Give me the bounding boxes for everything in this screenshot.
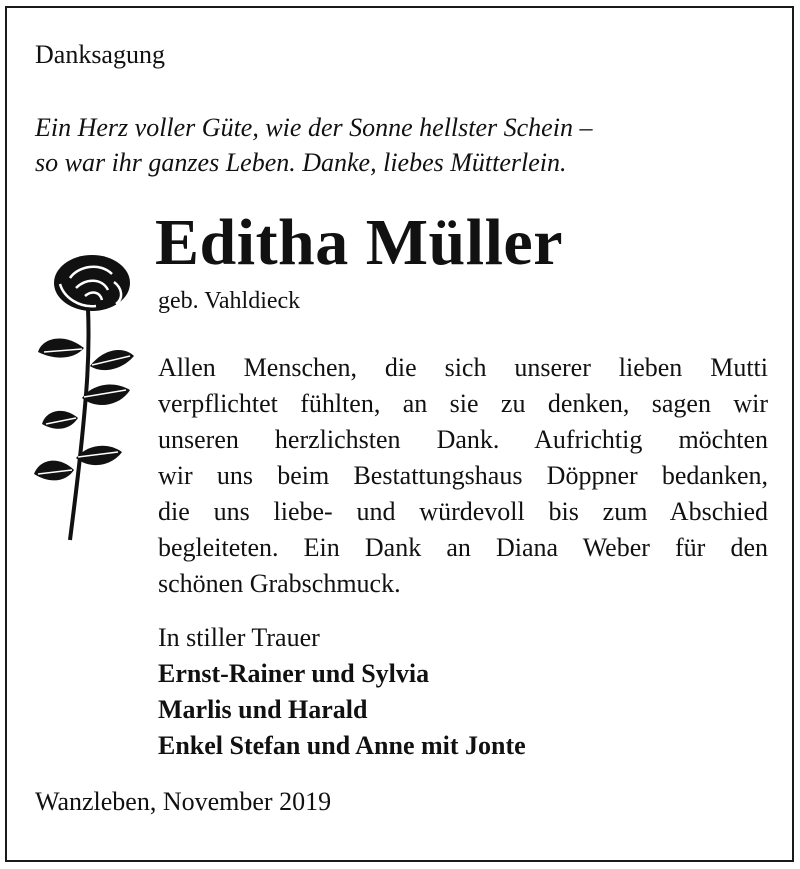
thanks-line: Allen Menschen, die sich unserer lieben Mutti [158, 353, 768, 382]
thanks-line: unseren herzlichsten Dank. Aufrichtig möchten [158, 425, 768, 454]
thanks-line: wir uns beim Bestattungshaus Döppner bedanken, [158, 461, 768, 490]
rose-icon [30, 248, 140, 548]
thanks-line: die uns liebe- und würdevoll bis zum Abschied [158, 497, 768, 526]
thanks-line: schönen Grabschmuck. [158, 569, 401, 598]
verse [35, 110, 592, 180]
thanks-line: begleiteten. Ein Dank an Diana Weber für den [158, 533, 768, 562]
verse-line: so war ihr ganzes Leben. Danke, liebes Mütterlein. [35, 148, 567, 177]
thanks-text [158, 350, 768, 602]
mourning-label: In stiller Trauer [158, 623, 320, 652]
deceased-name: Editha Müller [155, 206, 564, 279]
mourner-name: Ernst-Rainer und Sylvia [158, 659, 430, 688]
thanks-line: verpflichtet fühlten, an sie zu denken, sagen wir [158, 389, 768, 418]
mourner-name: Marlis und Harald [158, 695, 368, 724]
mourner-name: Enkel Stefan und Anne mit Jonte [158, 731, 526, 760]
verse-line: Ein Herz voller Güte, wie der Sonne hellster Schein – [35, 113, 593, 142]
birth-name: geb. Vahldieck [158, 288, 301, 314]
place-date: Wanzleben, November 2019 [35, 787, 332, 816]
notice-heading: Danksagung [35, 40, 165, 69]
